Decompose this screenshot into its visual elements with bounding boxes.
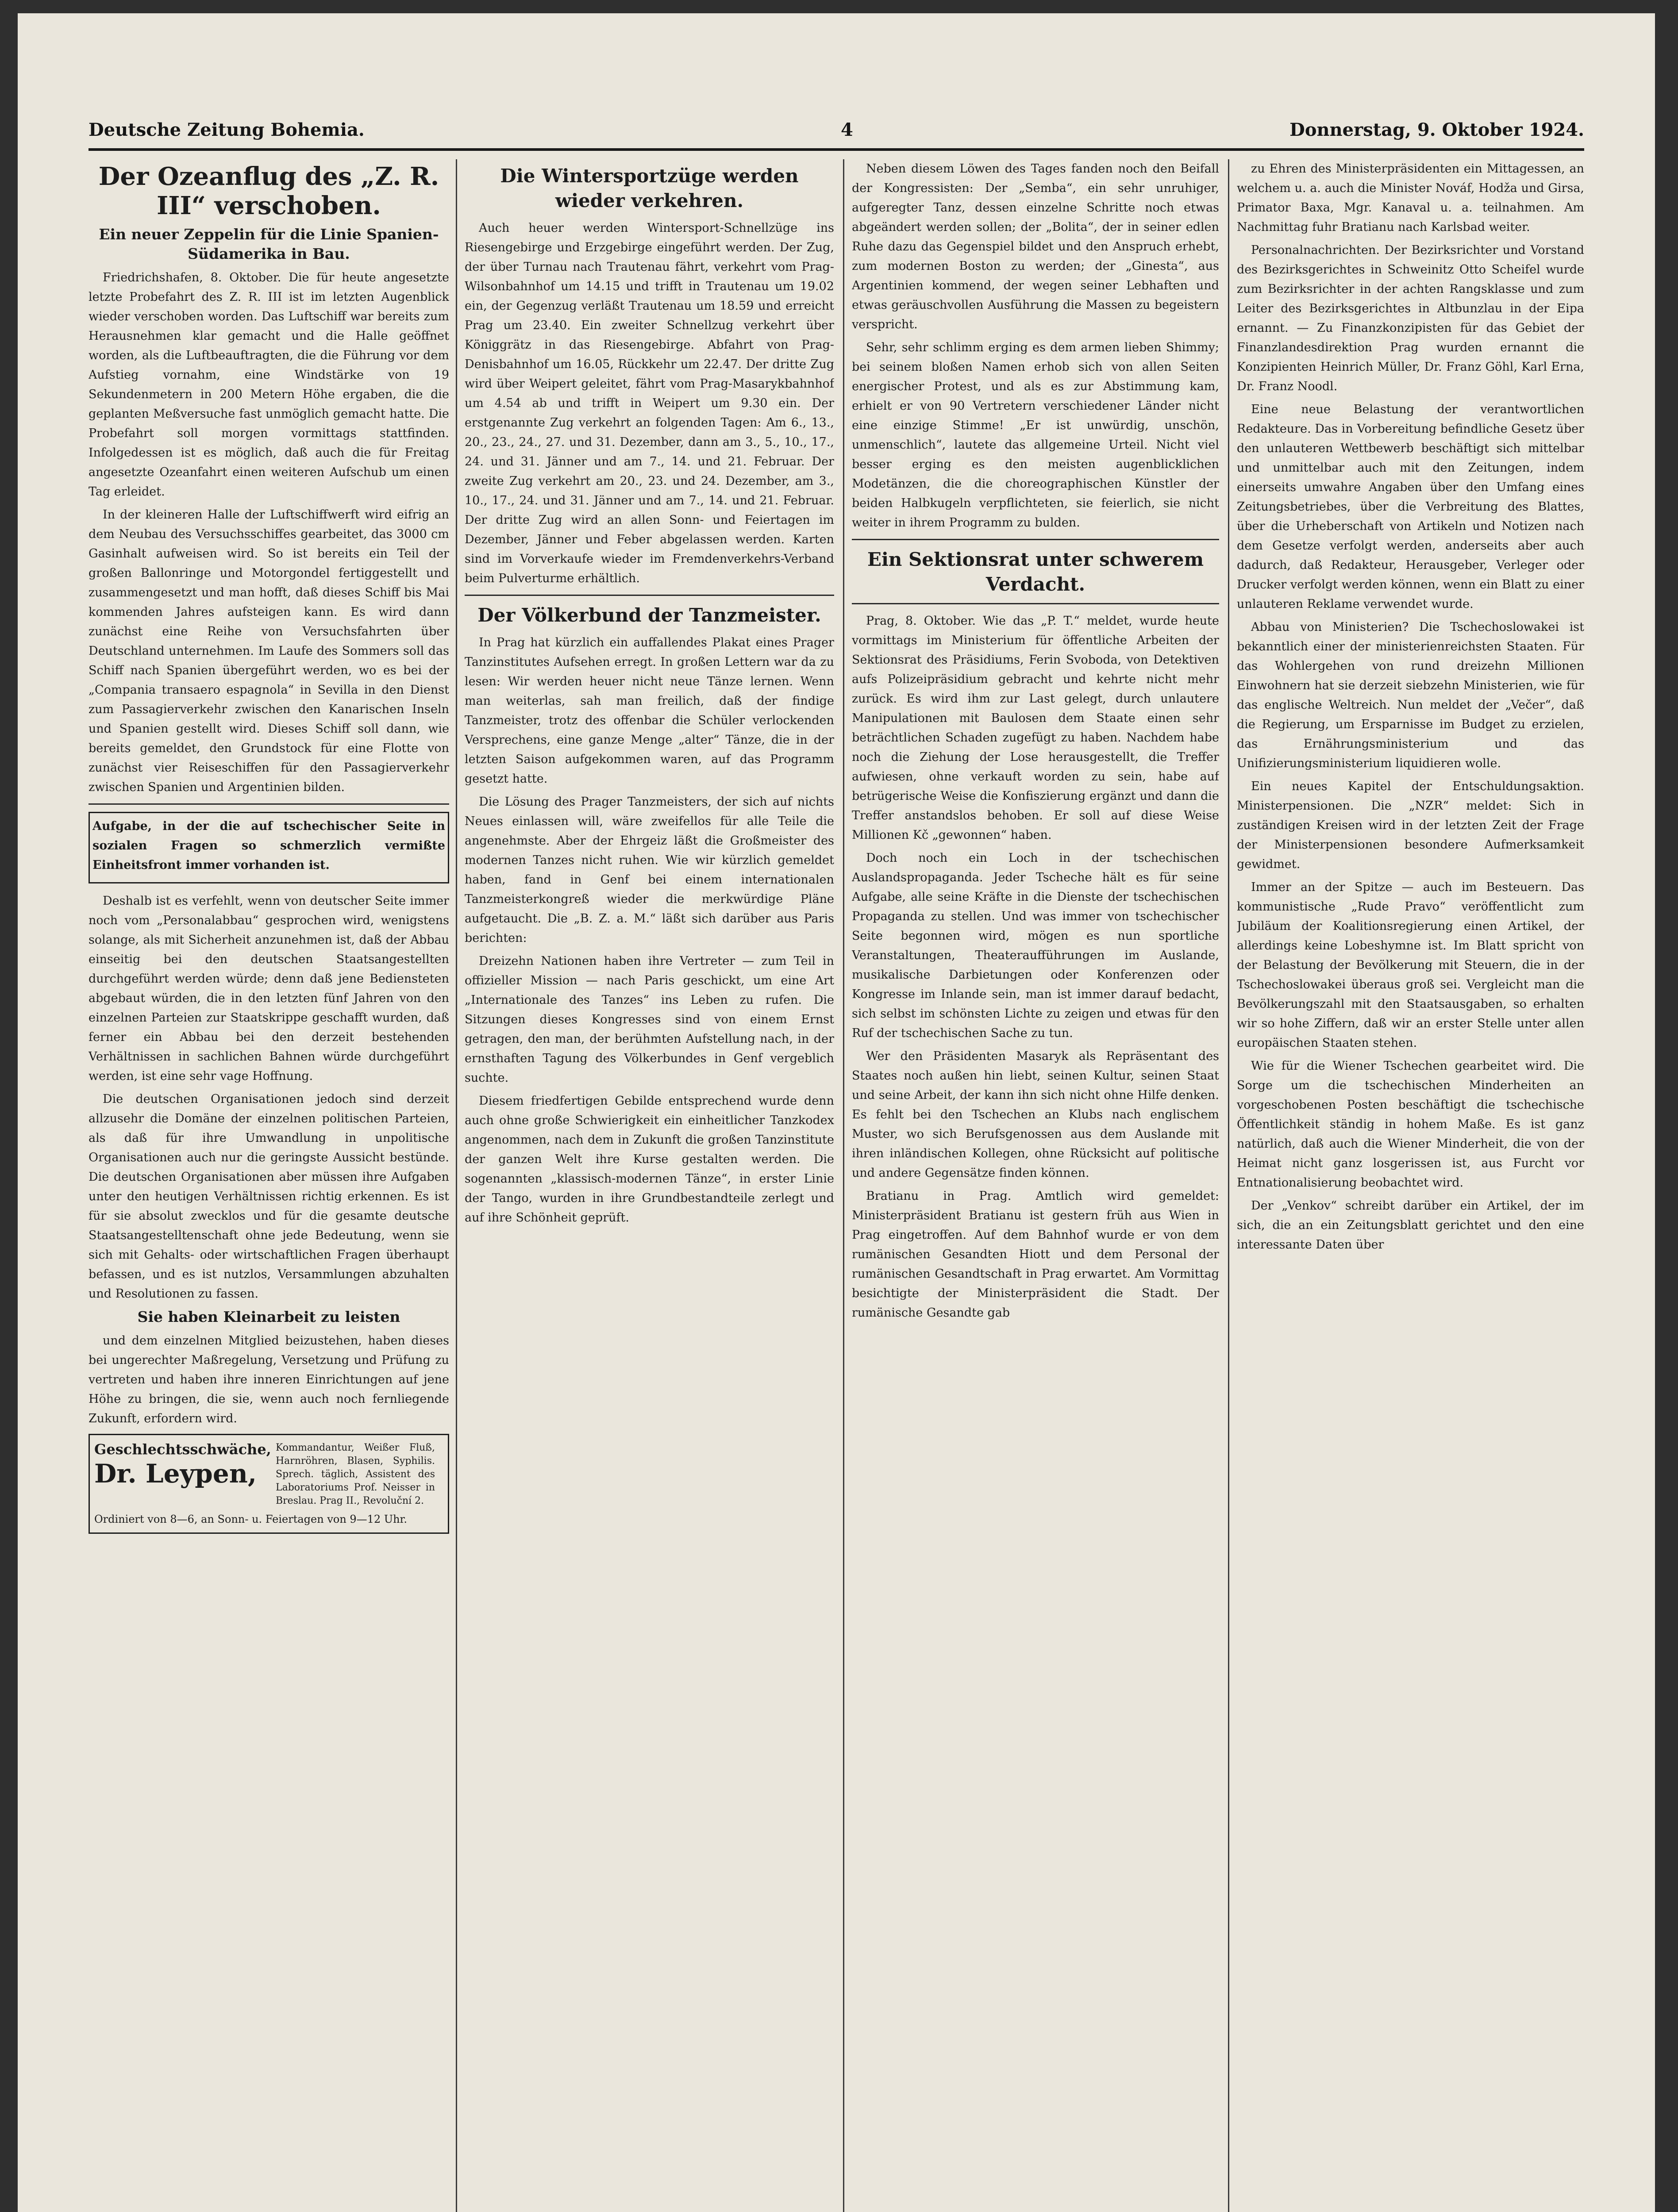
- issue-date: Donnerstag, 9. Oktober 1924.: [1289, 119, 1584, 140]
- article-paragraph: Auch heuer werden Wintersport-Schnellzüge ins Riesengebirge und Erzgebirge eingeführt werden. Der Zug, der über Turnau nach Trautenau fährt, verkehrt vom Prag-Wilsonbahnhof um 14.15 und trifft in Trautenau um 19.02 ein, der Gegenzug verläßt Trautenau um 18.59 und erreicht Prag um 23.40. Ein zweiter Schnellzug verkehrt über Königgrätz in das Riesengebirge. Abfahrt von Prag-Denisbahnhof um 16.05, Rückkehr um 22.47. Der dritte Zug wird über Weipert geleitet, fährt vom Prag-Masarykbahnhof um 4.54 ab und trifft in Weipert um 9.30 ein. Der erstgenannte Zug verkehrt an folgenden Tagen: Am 6., 13., 20., 23., 24., 27. und 31. Dezember, dann am 3., 5., 10., 17., 24. und 31. Jänner und am 7., 14. und 21. Februar. Der zweite Zug verkehrt am 20., 23. und 24. Dezember, am 3., 10., 17., 24. und 31. Jänner und am 7., 14. und 21. Februar. Der dritte Zug wird an allen Sonn- und Feiertagen im Dezember, Jänner und Feber abgelassen werden. Karten sind im Vorverkaufe wieder im Fremdenverkehrs-Verband beim Pulverturme erhältlich.: [465, 221, 834, 585]
- article-paragraph: In der kleineren Halle der Luftschiffwerft wird eifrig an dem Neubau des Versuchsschiffes gearbeitet, das 3000 cm Gasinhalt aufweisen wird. So ist bereits ein Teil der großen Ballonringe und Motorgondel fertiggestellt und zusammengesetzt und man hofft, daß dieses Schiff bis Mai kommenden Jahres aufsteigen kann. Es wird dann zunächst eine Reihe von Versuchsfahrten über Deutschland unternehmen. Im Laufe des Sommers soll das Schiff nach Spanien übergeführt werden, wo es bei der „Compania transaero espagnola“ in Sevilla in den Dienst zum Passagierverkehr zwischen den Kanarischen Inseln und Spanien gestellt wird. Dieses Schiff soll dann, wie bereits gemeldet, den Grundstock für eine Flotte von zunächst vier Reiseschiffen für den Passagierverkehr zwischen Spanien und Argentinien bilden.: [89, 508, 449, 794]
- article-title: Ein Sektionsrat unter schwerem Verdacht.: [867, 549, 1204, 595]
- article-title: Die Wintersportzüge werden wieder verkehren.: [500, 165, 799, 211]
- article-separator: [852, 539, 1219, 540]
- ad-name: Dr. Leypen,: [94, 1459, 257, 1489]
- article-paragraph: Personalnachrichten. Der Bezirksrichter und Vorstand des Bezirksgerichtes in Schweinitz Otto Scheifel wurde zum Bezirksrichter in der achten Rangsklasse und zum Leiter des Bezirksgerichtes in Altbunzlau in der Eipa ernannt. — Zu Finanzkonzipisten für das Gebiet der Finanzlandesdirektion Prag wurden ernannt die Konzipienten Heinrich Müller, Dr. Franz Göhl, Karl Erna, Dr. Franz Noodl.: [1237, 243, 1584, 393]
- page-number: 4: [841, 119, 853, 140]
- column-divider: [456, 159, 457, 2212]
- column-1: [89, 159, 449, 2212]
- article-paragraph: Doch noch ein Loch in der tschechischen Auslandspropaganda. Jeder Tscheche hält es für seine Aufgabe, alle seine Kräfte in die Dienste der tschechischen Propaganda zu stellen. Und was immer von tschechischer Seite begonnen wird, mögen es nun sportliche Veranstaltungen, Theateraufführungen im Auslande, musikalische Darbietungen oder Konferenzen oder Kongresse im Inlande sein, man ist immer darauf bedacht, sich selbst im schönsten Lichte zu zeigen und etwas für den Ruf der tschechischen Sache zu tun.: [852, 851, 1219, 1040]
- page-header: [89, 119, 1584, 142]
- ad-heading: Geschlechtsschwäche,: [94, 1441, 271, 1458]
- article-paragraph: Wer den Präsidenten Masaryk als Repräsentant des Staates noch außen hin liebt, seinen Kultur, seinen Staat und seine Arbeit, der kann ihn sich nicht ohne Hilfe denken. Es fehlt bei den Tschechen an Klubs nach englischem Muster, wo sich Berufsgenossen aus dem Auslande mit ihren inländischen Kollegen, ohne Rücksicht auf politische und andere Gegensätze finden können.: [852, 1049, 1219, 1180]
- article-paragraph: Prag, 8. Oktober. Wie das „P. T.“ meldet, wurde heute vormittags im Ministerium für öffentliche Arbeiten der Sektionsrat des Präsidiums, Ferin Svoboda, von Detektiven aufs Polizeipräsidium gebracht und kehrte nicht mehr zurück. Es wird ihm zur Last gelegt, durch unlautere Manipulationen mit Baulosen dem Staate einen sehr beträchtlichen Schaden zugefügt zu haben. Nachdem habe noch die Ziehung der Lose herausgestellt, die Treffer aufwiesen, ohne verkauft worden zu sein, habe auf betrügerische Weise die Konfiszierung ergänzt und dann die Treffer anstandslos behoben. Er soll auf diese Weise Millionen Kč „gewonnen“ haben.: [852, 614, 1219, 842]
- article-title: Der Ozeanflug des „Z. R. III“ verschoben.: [98, 162, 439, 220]
- article-lead-box: [89, 812, 449, 883]
- ad-hours: Ordiniert von 8—6, an Sonn- u. Feiertagen von 9—12 Uhr.: [94, 1513, 407, 1525]
- header-rule: [89, 148, 1584, 151]
- article-title: Der Völkerbund der Tanzmeister.: [477, 604, 821, 626]
- article-paragraph: Die deutschen Organisationen jedoch sind derzeit allzusehr die Domäne der einzelnen politischen Parteien, als daß für ihre Umwandlung in unpolitische Organisationen auch nur die geringste Aussicht bestünde. Die deutschen Organisationen aber müssen ihre Aufgaben unter den heutigen Verhältnissen richtig erkennen. Es ist für sie absolut zwecklos und für die gesamte deutsche Staatsangestelltenschaft ohne jede Bedeutung, wenn sie sich mit Gehalts- oder wirtschaftlichen Fragen überhaupt befassen, und es ist nutzlos, Versammlungen abzuhalten und Resolutionen zu fassen.: [89, 1092, 449, 1301]
- column-4: [1237, 159, 1584, 2212]
- article-paragraph: Neben diesem Löwen des Tages fanden noch den Beifall der Kongressisten: Der „Semba“, ein sehr unruhiger, aufgeregter Tanz, dessen einzelne Schritte noch etwas abgeändert werden sollen; der „Bolita“, der in seiner edlen Ruhe dazu das Gegenspiel bildet und den Anspruch erhebt, zum modernen Boston zu werden; der „Ginesta“, aus Argentinien kommend, der wegen seiner Lebhaften und etwas geräuschvollen Ausführung die Massen zu begeistern verspricht.: [852, 162, 1219, 331]
- section-heading: Sie haben Kleinarbeit zu leisten: [137, 1308, 400, 1325]
- advertisement: [89, 1434, 449, 1534]
- article-lead: Aufgabe, in der die auf tschechischer Seite in sozialen Fragen so schmerzlich vermißte Einheitsfront immer vorhanden ist.: [92, 819, 445, 872]
- article-separator: [89, 803, 449, 805]
- article-paragraph: Diesem friedfertigen Gebilde entsprechend wurde denn auch ohne große Schwierigkeit ein einheitlicher Tanzkodex angenommen, nach dem in Zukunft die großen Tanzinstitute der ganzen Welt ihre Kurse gestalten werden. Die sogenannten „klassisch-modernen Tänze“, in erster Linie der Tango, wurden in ihre Grundbestandteile zerlegt und auf ihre Schönheit geprüft.: [465, 1094, 834, 1225]
- column-2: [465, 159, 834, 2212]
- newspaper-name: Deutsche Zeitung Bohemia.: [89, 119, 365, 140]
- column-divider: [843, 159, 844, 2212]
- column-divider: [1228, 159, 1229, 2212]
- article-paragraph: Dreizehn Nationen haben ihre Vertreter — zum Teil in offizieller Mission — nach Paris geschickt, um eine Art „Internationale des Tanzes“ ins Leben zu rufen. Die Sitzungen dieses Kongresses sind von einem Ernst getragen, den man, der berühmten Aufstellung nach, in der ernsthaften Tagung des Völkerbundes in Genf vergeblich suchte.: [465, 954, 834, 1085]
- ad-description: Kommandantur, Weißer Fluß, Harnröhren, Blasen, Syphilis. Sprech. täglich, Assistent des Laboratoriums Prof. Neisser in Breslau. Prag II., Revoluční 2.: [276, 1442, 435, 1506]
- article-separator: [465, 595, 834, 596]
- article-paragraph: Wie für die Wiener Tschechen gearbeitet wird. Die Sorge um die tschechischen Minderheiten an vorgeschobenen Posten beschäftigt die tschechische Öffentlichkeit ständig in hohem Maße. Es ist ganz natürlich, daß auch die Wiener Minderheit, die von der Heimat nicht ganz losgerissen ist, aus Furcht vor Entnationalisierung beobachtet wird.: [1237, 1059, 1584, 1190]
- article-paragraph: Ein neues Kapitel der Entschuldungsaktion. Ministerpensionen. Die „NZR“ meldet: Sich in zuständigen Kreisen wird in der letzten Zeit der Frage der Ministerpensionen besondere Aufmerksamkeit gewidmet.: [1237, 780, 1584, 871]
- article-paragraph: Friedrichshafen, 8. Oktober. Die für heute angesetzte letzte Probefahrt des Z. R. III ist im letzten Augenblick wieder verschoben worden. Das Luftschiff war bereits zum Herausnehmen klar gemacht und die Halle geöffnet worden, als die Luftbeauftragten, die die Führung vor dem Aufstieg vornahm, eine Windstärke von 19 Sekundenmetern in 200 Metern Höhe ergaben, die die geplanten Meßversuche fast unmöglich gemacht hatte. Die Probefahrt soll morgen vormittags stattfinden. Infolgedessen ist es möglich, daß auch die für Freitag angesetzte Ozeanfahrt einen weiteren Aufschub um einen Tag erleidet.: [89, 271, 449, 499]
- article-paragraph: und dem einzelnen Mitglied beizustehen, haben dieses bei ungerechter Maßregelung, Versetzung und Prüfung zu vertreten und haben ihre inneren Einrichtungen auf jene Höhe zu bringen, die sie, wenn auch noch fernliegende Zukunft, erfordern wird.: [89, 1334, 449, 1425]
- article-paragraph: Abbau von Ministerien? Die Tschechoslowakei ist bekanntlich einer der ministerienreichsten Staaten. Für das Wohlergehen von rund dreizehn Millionen Einwohnern hat sie derzeit siebzehn Ministerien, wie für das englische Weltreich. Nun meldet der „Večer“, daß die Regierung, um Ersparnisse im Budget zu erzielen, das Ernährungsministerium und das Unifizierungsministerium liquidieren wolle.: [1237, 620, 1584, 770]
- newspaper-page: [18, 13, 1655, 2212]
- article-paragraph: Die Lösung des Prager Tanzmeisters, der sich auf nichts Neues einlassen will, wäre zweifellos für alle Teile die angenehmste. Aber der Ehrgeiz läßt die Großmeister des modernen Tanzes nicht ruhen. Wie wir kürzlich gemeldet haben, fand in Genf bei einem internationalen Tanzmeisterkongreß wieder die merkwürdige Pläne aufgetaucht. Die „B. Z. a. M.“ läßt sich darüber aus Paris berichten:: [465, 795, 834, 945]
- article-paragraph: Bratianu in Prag. Amtlich wird gemeldet: Ministerpräsident Bratianu ist gestern früh aus Wien in Prag eingetroffen. Auf dem Bahnhof wurde er von dem rumänischen Gesandten Hiott und dem Personal der rumänischen Gesandtschaft in Prag erwartet. Am Vormittag besichtigte der Ministerpräsident die Stadt. Der rumänische Gesandte gab: [852, 1189, 1219, 1320]
- column-3: [852, 159, 1219, 2212]
- article-subtitle: Ein neuer Zeppelin für die Linie Spanien-Südamerika in Bau.: [99, 226, 439, 262]
- article-paragraph: Immer an der Spitze — auch im Besteuern. Das kommunistische „Rude Pravo“ veröffentlicht zum Jubiläum der Koalitionsregierung einen Artikel, der allerdings keine Lobeshymne ist. Im Blatt spricht von der Belastung der Bevölkerung mit Steuern, die in der Tschechoslowakei überaus groß sei. Vergleicht man die Bevölkerungszahl mit den Staatsausgaben, so erhalten wir so hohe Ziffern, daß wir an erster Stelle unter allen europäischen Staaten stehen.: [1237, 880, 1584, 1050]
- article-separator: [852, 603, 1219, 604]
- article-paragraph: Der „Venkov“ schreibt darüber ein Artikel, der im sich, die an ein Zeitungsblatt gerichtet und den eine interessante Daten über: [1237, 1199, 1584, 1252]
- article-paragraph: Eine neue Belastung der verantwortlichen Redakteure. Das in Vorbereitung befindliche Gesetz über den unlauteren Wettbewerb beschäftigt sich mittelbar und unmittelbar auch mit den Zeitungen, indem einerseits umwahre Angaben über den Umfang eines Zeitungsbetriebes, über die Verbreitung des Blattes, über die Urheberschaft von Artikeln und Notizen nach dem Gesetze verfolgt werden, anderseits aber auch dadurch, daß Redakteur, Herausgeber, Verleger oder Drucker verfolgt werden können, wenn ein Blatt zu einer unlauteren Reklame verwendet wurde.: [1237, 403, 1584, 611]
- article-paragraph: Sehr, sehr schlimm erging es dem armen lieben Shimmy; bei seinem bloßen Namen erhob sich von allen Seiten energischer Protest, und als es zur Abstimmung kam, erhielt er von 90 Vertretern verschiedener Länder nicht eine einzige Stimme! „Er ist unwürdig, unschön, unmenschlich“, lautete das allgemeine Urteil. Nicht viel besser erging es den meisten augenblicklichen Modetänzen, die die choreographischen Künstler der beiden Halbkugeln verpflichteten, sie feierlich, sie nicht weiter in ihrem Programm zu bulden.: [852, 341, 1219, 530]
- article-paragraph: In Prag hat kürzlich ein auffallendes Plakat eines Prager Tanzinstitutes Aufsehen erregt. In großen Lettern war da zu lesen: Wir werden heuer nicht neue Tänze lernen. Wenn man weiterlas, sah man freilich, daß der findige Tanzmeister, trotz des offenbar die Schüler verlockenden Versprechens, eine ganze Menge „alter“ Tänze, die in der letzten Saison aufgekommen waren, auf das Programm gesetzt hatte.: [465, 636, 834, 786]
- article-paragraph: Deshalb ist es verfehlt, wenn von deutscher Seite immer noch vom „Personalabbau“ gesprochen wird, wenigstens solange, als mit Sicherheit anzunehmen ist, daß der Abbau einseitig bei den deutschen Staatsangestellten durchgeführt werden würde; denn daß jene Bediensteten abgebaut würden, die in den letzten fünf Jahren von den einzelnen Parteien zur Staatskrippe geschafft wurden, daß ferner ein Abbau bei den derzeit bestehenden Verhältnissen in sachlichen Bahnen würde durchgeführt werden, ist eine sehr vage Hoffnung.: [89, 894, 449, 1083]
- article-paragraph: zu Ehren des Ministerpräsidenten ein Mittagessen, an welchem u. a. auch die Minister Nováf, Hodža und Girsa, Primator Baxa, Mgr. Kanaval u. a. teilnahmen. Am Nachmittag fuhr Bratianu nach Karlsbad weiter.: [1237, 162, 1584, 234]
